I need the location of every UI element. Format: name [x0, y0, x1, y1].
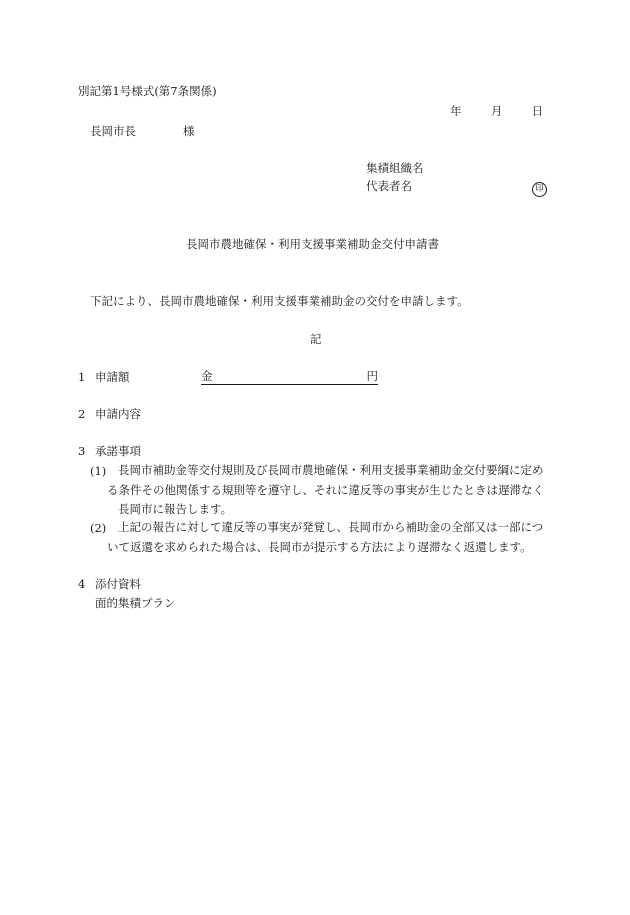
ki-heading: 記 — [310, 332, 322, 346]
item-1-line-2: る条件その他関係する規則等を遵守し、それに違反等の事実が生じたときは遅滞なく — [107, 482, 544, 497]
amount-field — [201, 368, 378, 385]
section-1-number: 1 — [78, 370, 86, 384]
org-name-label: 集積組織名 — [366, 161, 424, 175]
section-3-number: 3 — [78, 444, 86, 458]
seal-mark — [532, 179, 547, 197]
item-1-line-1: 長岡市補助金等交付規則及び長岡市農地確保・利用支援事業補助金交付要綱に定め — [118, 463, 544, 477]
seal-icon: 印 — [532, 182, 547, 197]
item-1-number: (1) — [90, 464, 107, 478]
section-4-number: 4 — [78, 577, 86, 591]
attachment-item: 面的集積プラン — [95, 596, 176, 610]
section-2-label: 申請内容 — [95, 407, 141, 421]
item-2-text — [107, 518, 543, 557]
section-1-label: 申請額 — [95, 370, 130, 384]
form-number: 別記第1号様式(第7条関係) — [78, 84, 217, 98]
item-2-line-1: 上記の報告に対して違反等の事実が発覚し、長岡市から補助金の全部又は一部につ — [118, 520, 544, 534]
date-line — [450, 103, 543, 119]
addressee-honorific: 様 — [183, 124, 195, 138]
amount-suffix: 円 — [366, 369, 378, 383]
amount-prefix: 金 — [201, 369, 213, 383]
section-3-label: 承諾事項 — [95, 444, 141, 458]
date-day: 日 — [531, 104, 544, 118]
item-1-line-3: 長岡市に報告します。 — [118, 502, 233, 516]
representative-label: 代表者名 — [366, 179, 412, 193]
addressee-name: 長岡市長 — [90, 124, 136, 138]
document-title: 長岡市農地確保・利用支援事業補助金交付申請書 — [186, 237, 439, 251]
section-4-label: 添付資料 — [95, 577, 141, 591]
date-year: 年 — [450, 104, 462, 118]
item-1-text — [107, 461, 544, 520]
section-2-number: 2 — [78, 407, 86, 421]
item-2-number: (2) — [90, 521, 107, 535]
date-month: 月 — [490, 104, 503, 118]
item-2-line-2: いて返還を求められた場合は、長岡市が提示する方法により遅滞なく返還します。 — [107, 539, 532, 554]
intro-text: 下記により、長岡市農地確保・利用支援事業補助金の交付を申請します。 — [90, 294, 469, 308]
